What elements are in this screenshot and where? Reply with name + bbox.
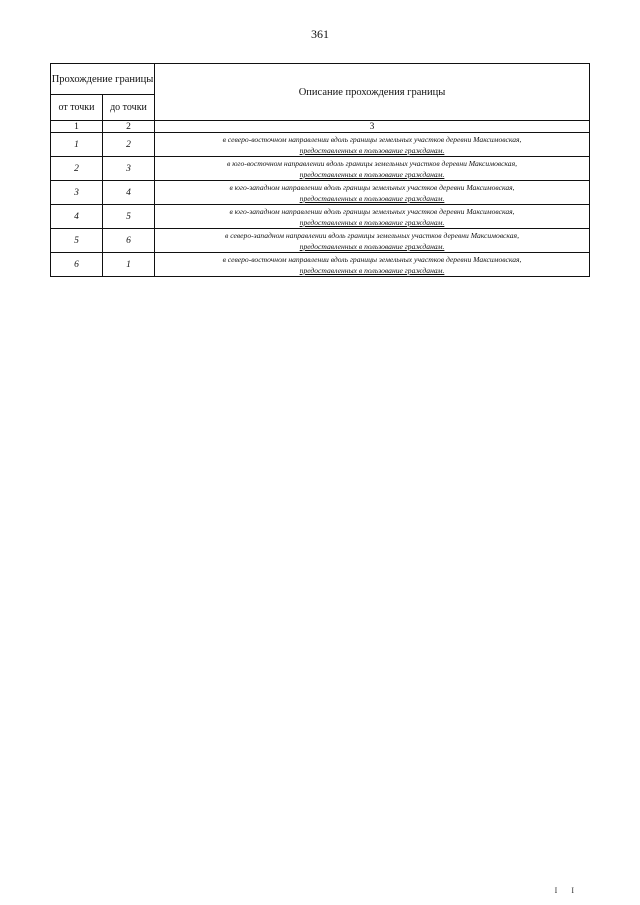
description-line: в северо-западном направлении вдоль границы земельных участков деревни Максимовская,	[225, 230, 519, 240]
table-row	[51, 157, 590, 181]
from-point-cell: 5	[51, 229, 103, 253]
table-row	[51, 133, 590, 157]
to-point-cell: 1	[103, 253, 155, 277]
header-description: Описание прохождения границы	[155, 64, 590, 121]
description-line: в юго-западном направлении вдоль границы земельных участков деревни Максимовская,	[229, 206, 515, 216]
description-cell	[155, 181, 590, 205]
column-number: 3	[155, 121, 590, 133]
from-point-cell: 1	[51, 133, 103, 157]
header-to-point: до точки	[103, 95, 155, 121]
footer-marks: I I	[554, 886, 580, 895]
description-line: предоставленных в пользование гражданам.	[299, 169, 445, 179]
description-cell	[155, 157, 590, 181]
to-point-cell: 3	[103, 157, 155, 181]
from-point-cell: 4	[51, 205, 103, 229]
description-line: в юго-восточном направлении вдоль границы земельных участков деревни Максимовская,	[227, 158, 518, 168]
from-point-cell: 3	[51, 181, 103, 205]
page-number: 361	[311, 27, 329, 41]
description-line: предоставленных в пользование гражданам.	[299, 241, 445, 251]
to-point-cell: 4	[103, 181, 155, 205]
header-from-point: от точки	[51, 95, 103, 121]
column-number: 1	[51, 121, 103, 133]
description-line: предоставленных в пользование гражданам.	[299, 265, 445, 275]
from-point-cell: 6	[51, 253, 103, 277]
boundary-table	[50, 63, 590, 277]
column-number-row	[51, 121, 590, 133]
from-point-cell: 2	[51, 157, 103, 181]
description-cell	[155, 133, 590, 157]
to-point-cell: 6	[103, 229, 155, 253]
to-point-cell: 5	[103, 205, 155, 229]
table-row	[51, 253, 590, 277]
description-cell	[155, 205, 590, 229]
table-row	[51, 205, 590, 229]
description-cell	[155, 253, 590, 277]
table-row	[51, 181, 590, 205]
to-point-cell: 2	[103, 133, 155, 157]
description-line: предоставленных в пользование гражданам.	[299, 145, 445, 155]
description-line: в северо-восточном направлении вдоль границы земельных участков деревни Максимовская,	[222, 134, 522, 144]
description-cell	[155, 229, 590, 253]
description-line: в юго-западном направлении вдоль границы земельных участков деревни Максимовская,	[229, 182, 515, 192]
description-line: предоставленных в пользование гражданам.	[299, 193, 445, 203]
description-line: предоставленных в пользование гражданам.	[299, 217, 445, 227]
header-boundary-passage: Прохождение границы	[51, 64, 155, 95]
description-line: в северо-восточном направлении вдоль границы земельных участков деревни Максимовская,	[222, 254, 522, 264]
table-row	[51, 229, 590, 253]
column-number: 2	[103, 121, 155, 133]
